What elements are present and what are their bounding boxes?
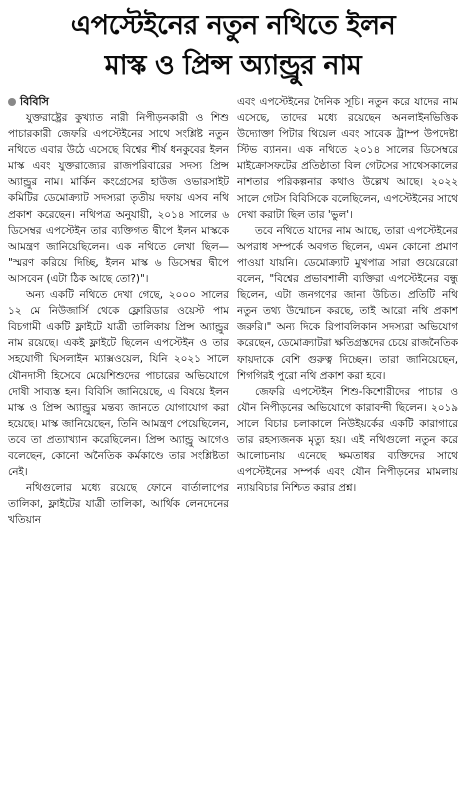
paragraph: তবে নথিতে যাদের নাম আছে, তারা এপস্টেইনের অপরাধ সম্পর্কে অবগত ছিলেন, এমন কোনো প্রমাণ পাওয়া যায়নি। ডেমোক্র্যাট মুখপাত্র সারা গুয়েরেরো বলেন, "বিশ্বের প্রভাবশালী ব্যক্তিরা এপস্টেইনের বন্ধু ছিলেন, এটা জনগণের জানা উচিত। প্রতিটি নথি নতুন তথ্য উন্মোচন করছে, তাই আরো নথি প্রকাশ জরুরি।" অন্য দিকে রিপাবলিকান সদস্যরা অভিযোগ করেছেন, ডেমোক্র্যাটরা ক্ষতিগ্রস্তদের চেয়ে রাজনৈতিক ফায়দাকে বেশি গুরুত্ব দিচ্ছেন। তারা জানিয়েছেন, শিগগিরই পুরো নথি প্রকাশ করা হবে। (237, 224, 458, 382)
headline-line-2: মাস্ক ও প্রিন্স অ্যান্ড্রুর নাম (104, 50, 362, 81)
paragraph: নথিগুলোর মধ্যে রয়েছে ফোনে বার্তালাপের তালিকা, ফ্লাইটের যাত্রী তালিকা, আর্থিক লেনদেনের খতিয়ান (8, 482, 229, 527)
headline (8, 6, 458, 86)
paragraph: অন্য একটি নথিতে দেখা গেছে, ২০০০ সালের ১২ মে নিউজার্সি থেকে ফ্লোরিডার ওয়েস্ট পাম বিচগামী একটি ফ্লাইটে যাত্রী তালিকায় প্রিন্স অ্যান্ড্রুর নাম রয়েছে। একই ফ্লাইটে ছিলেন এপস্টেইন ও তার সহযোগী ঘিসলাইন ম্যাক্সওয়েল, যিনি ২০২১ সালে যৌনদাসী হিসেবে মেয়েশিশুদের পাচারের অভিযোগে দোষী সাব্যস্ত হন। বিবিসি জানিয়েছে, এ বিষয়ে ইলন মাস্ক ও প্রিন্স অ্যান্ড্রুর মন্তব্য জানতে যোগাযোগ করা হয়েছে। মাস্ক জানিয়েছেন, তিনি আমন্ত্রণ পেয়েছিলেন, তবে তা প্রত্যাখ্যান করেছিলেন। প্রিন্স অ্যান্ড্রু আগেও বলেছেন, কোনো অনৈতিক কর্মকাণ্ডে তার সংশ্লিষ্টতা নেই। (8, 289, 229, 479)
right-column (237, 94, 458, 774)
bullet-icon (8, 98, 16, 106)
byline (8, 94, 229, 110)
paragraph: জেফরি এপস্টেইন শিশু-কিশোরীদের পাচার ও যৌন নিপীড়নের অভিযোগে কারাবন্দী ছিলেন। ২০১৯ সালে বিচার চলাকালে নিউইয়র্কের একটি কারাগারে তার রহস্যজনক মৃত্যু হয়। এই নথিগুলো নতুন করে আলোচনায় এনেছে ক্ষমতাধর ব্যক্তিদের সাথে এপস্টেইনের সম্পর্ক এবং যৌন নিপীড়নের মামলায় ন্যায়বিচার নিশ্চিত করার প্রশ্ন। (237, 385, 458, 495)
paragraph: এবং এপস্টেইনের দৈনিক সূচি। নতুন করে যাদের নাম এসেছে, তাদের মধ্যে রয়েছেন অনলাইনভিত্তিক উদ্যোক্তা পিটার থিয়েল এবং সাবেক ট্রাম্প উপদেষ্টা স্টিভ ব্যানন। এক নথিতে ২০১৪ সালের ডিসেম্বরে মাইক্রোসফটের প্রতিষ্ঠাতা বিল গেটসের সাথেসকালের নাশতার পরিকল্পনার কথাও উল্লেখ আছে। ২০২২ সালে গেটস বিবিসিকে বলেছিলেন, এপস্টেইনের সাথে দেখা করাটা ছিল তার 'ভুল'। (237, 96, 458, 221)
byline-text: বিবিসি (20, 95, 49, 108)
headline-line-1: এপস্টেইনের নতুন নথিতে ইলন (70, 10, 396, 41)
left-column (8, 94, 229, 774)
article-body (8, 94, 458, 774)
paragraph: যুক্তরাষ্ট্রের কুখ্যাত নারী নিপীড়নকারী ও শিশু পাচারকারী জেফরি এপস্টেইনের সাথে সংশ্লিষ্ট নতুন নথিতে এবার উঠে এসেছে বিশ্বের শীর্ষ ধনকুবের ইলন মাস্ক এবং যুক্তরাজ্যের রাজপরিবারের সদস্য প্রিন্স অ্যান্ড্রুর নাম। মার্কিন কংগ্রেসের হাউজ ওভারসাইট কমিটির ডেমোক্র্যাট সদস্যরা তৃতীয় দফায় এসব নথি প্রকাশ করেছেন। নথিপত্র অনুযায়ী, ২০১৪ সালের ৬ ডিসেম্বর এপস্টেইন তার ব্যক্তিগত দ্বীপে ইলন মাস্ককে আমন্ত্রণ জানিয়েছিলেন। এক নথিতে লেখা ছিল— "স্মরণ করিয়ে দিচ্ছি, ইলন মাস্ক ৬ ডিসেম্বর দ্বীপে আসবেন (এটা ঠিক আছে তো?)"। (8, 112, 229, 285)
